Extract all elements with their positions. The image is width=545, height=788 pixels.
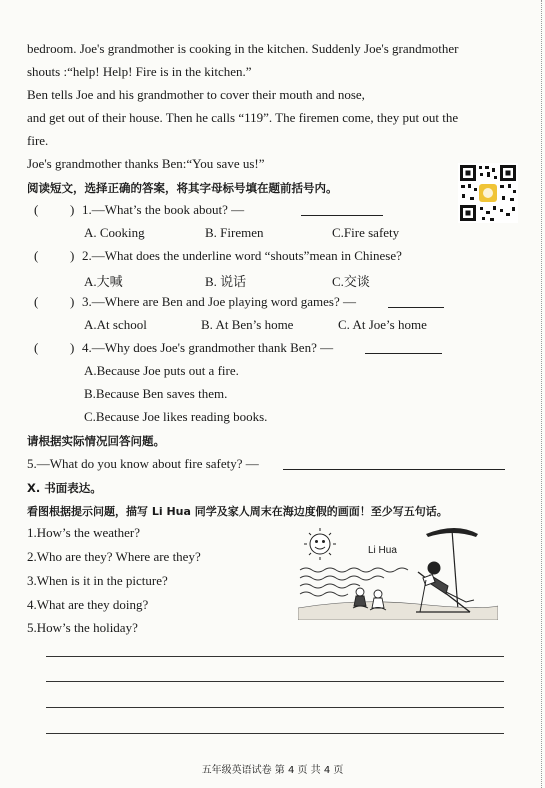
q3-text: 3.—Where are Ben and Joe playing word games? —: [82, 294, 356, 309]
q3-paren-open: (: [34, 294, 39, 309]
reading-instruction: 阅读短文，选择正确的答案，将其字母标号填在题前括号内。: [27, 181, 338, 195]
sea-waves: [300, 568, 408, 596]
q3-answer-blank[interactable]: [388, 307, 444, 308]
page-edge-dotted-line: [541, 0, 542, 788]
passage-line-4: and get out of their house. Then he calls “119”. The firemen come, they put out the: [27, 110, 459, 125]
q5-text: 5.—What do you know about fire safety? —: [27, 456, 259, 471]
q4-paren-open: (: [34, 340, 39, 355]
prompt-3: 3.When is it in the picture?: [27, 573, 168, 588]
prompt-2: 2.Who are they? Where are they?: [27, 549, 201, 564]
prompt-1: 1.How’s the weather?: [27, 525, 140, 540]
q3-option-b: B. At Ben’s home: [201, 317, 294, 332]
passage-line-3: Ben tells Joe and his grandmother to cover their mouth and nose,: [27, 87, 365, 102]
q4-option-a: A.Because Joe puts out a fire.: [84, 363, 239, 378]
writing-line-1[interactable]: [46, 656, 504, 657]
q2-option-a: A.大喊: [84, 274, 123, 289]
q4-answer-blank[interactable]: [365, 353, 442, 354]
q2-option-c: C.交谈: [332, 274, 370, 289]
writing-instruction: 看图根据提示问题，描写 Li Hua 同学及家人周末在海边度假的画面！至少写五句话。: [27, 505, 448, 518]
q1-option-b: B. Firemen: [205, 225, 264, 240]
q3-paren-close: ): [70, 294, 75, 309]
q4-text: 4.—Why does Joe's grandmother thank Ben? —: [82, 340, 334, 355]
q1-text: 1.—What’s the book about? —: [82, 202, 245, 217]
q2-text: 2.—What does the underline word “shouts”mean in Chinese?: [82, 248, 402, 263]
prompt-4: 4.What are they doing?: [27, 597, 149, 612]
passage-line-6: Joe's grandmother thanks Ben:“You save us!”: [27, 156, 265, 171]
page-footer: 五年级英语试卷 第 4 页 共 4 页: [201, 765, 344, 776]
writing-line-2[interactable]: [46, 681, 504, 682]
q5-answer-blank[interactable]: [283, 469, 505, 470]
section-x-heading: X. 书面表达。: [27, 481, 102, 495]
sun-icon: [304, 528, 336, 560]
q1-answer-blank[interactable]: [301, 215, 383, 216]
qr-code-icon: [458, 163, 518, 223]
q2-paren-open: (: [34, 248, 39, 263]
beach-picture: [298, 520, 498, 620]
passage-line-5: fire.: [27, 133, 49, 148]
q1-paren-open: (: [34, 202, 39, 217]
passage-line-1: bedroom. Joe's grandmother is cooking in the kitchen. Suddenly Joe's grandmother: [27, 41, 459, 56]
q1-option-c: C.Fire safety: [332, 225, 400, 240]
q1-option-a: A. Cooking: [84, 225, 145, 240]
q3-option-c: C. At Joe’s home: [338, 317, 427, 332]
beach-scene-illustration: [298, 520, 498, 620]
q1-paren-close: ): [70, 202, 75, 217]
prompt-5: 5.How’s the holiday?: [27, 620, 138, 635]
writing-line-4[interactable]: [46, 733, 504, 734]
writing-line-3[interactable]: [46, 707, 504, 708]
q4-option-b: B.Because Ben saves them.: [84, 386, 228, 401]
q2-option-b: B. 说话: [205, 274, 247, 289]
q4-option-c: C.Because Joe likes reading books.: [84, 409, 268, 424]
q2-paren-close: ): [70, 248, 75, 263]
q3-option-a: A.At school: [84, 317, 147, 332]
passage-line-2: shouts :“help! Help! Fire is in the kitchen.”: [27, 64, 252, 79]
answer-instruction: 请根据实际情况回答问题。: [27, 434, 165, 448]
q4-paren-close: ): [70, 340, 75, 355]
li-hua-label: Li Hua: [368, 545, 397, 556]
